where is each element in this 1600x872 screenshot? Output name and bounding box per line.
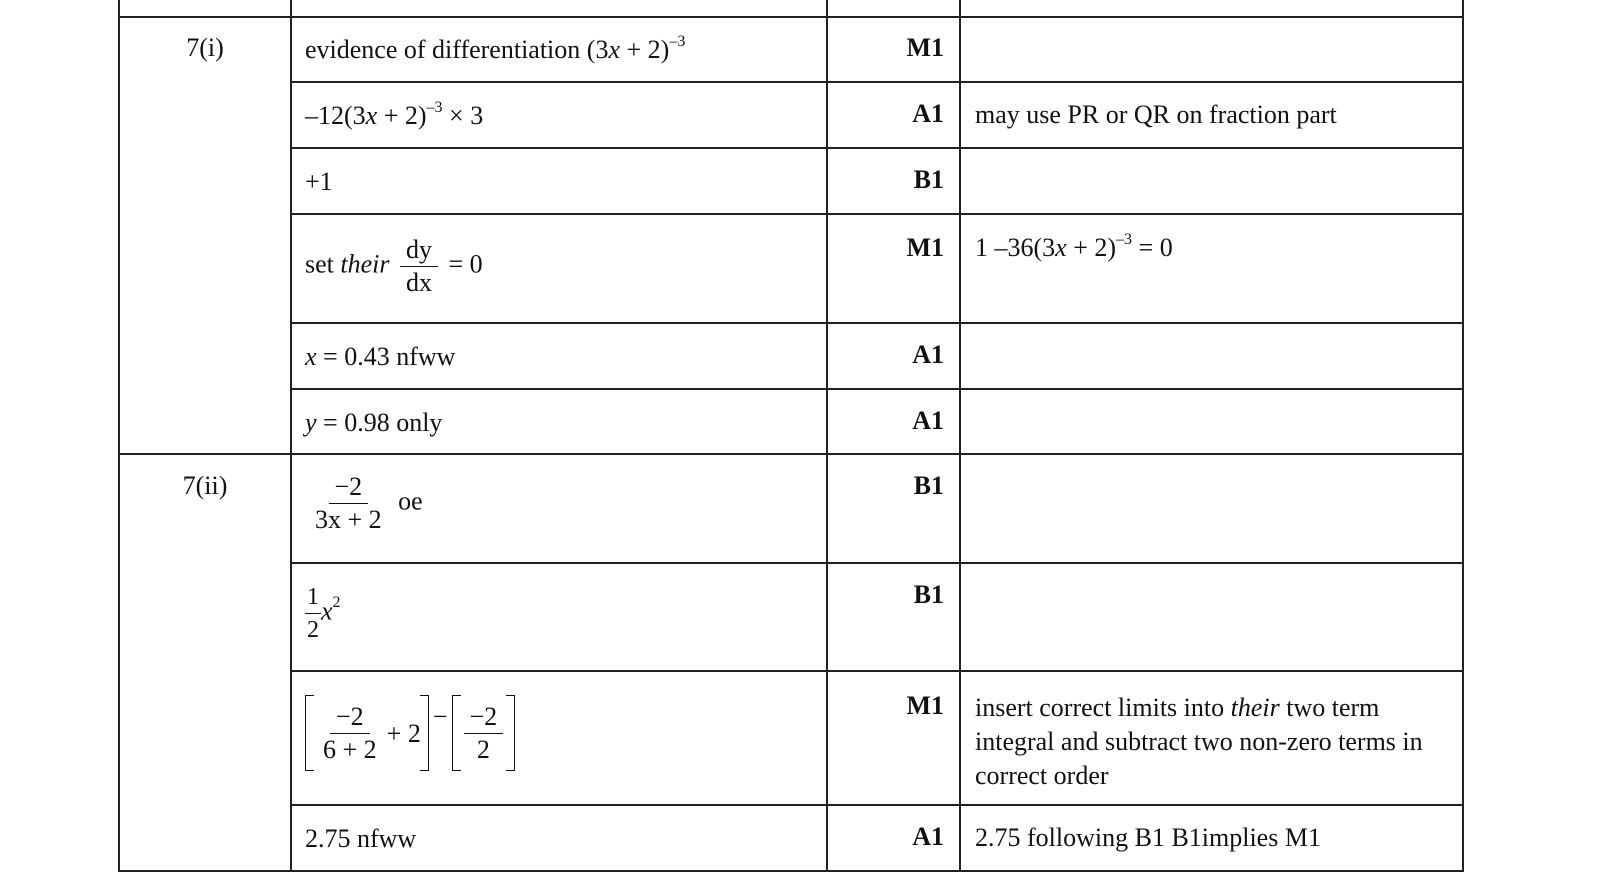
mark-cell: M1 (906, 33, 944, 62)
mark-cell: A1 (912, 340, 944, 369)
row-divider (118, 16, 1463, 18)
derivative-fraction: $\frac{dy}{dx}$ (400, 236, 438, 297)
row-divider (290, 322, 1463, 324)
mark-cell: B1 (913, 471, 944, 500)
mark-cell: M1 (906, 691, 944, 720)
answer-cell: $-12(3x + 2)^{-3} \times 3$ (305, 99, 484, 130)
answer-fraction: $\frac{-2}{3x + 2}$ (315, 472, 382, 534)
guidance-cell: may use PR or QR on fraction part (975, 100, 1337, 129)
mark-cell: M1 (906, 233, 944, 262)
table-border-right (1462, 0, 1464, 872)
mark-cell: B1 (913, 580, 944, 609)
limit-fraction: $\frac{-2}{2}$ (464, 703, 504, 764)
answer-cell: $\frac{-2}{6 + 2}$ + 2 − $\frac{-2}{2}$ (305, 695, 515, 771)
question-label: 7(ii) (182, 471, 228, 500)
limit-bracket-upper: $\frac{-2}{6 + 2}$ + 2 (305, 695, 429, 771)
mark-cell: B1 (913, 165, 944, 194)
mark-cell: A1 (912, 99, 944, 128)
row-divider (290, 213, 1463, 215)
half-fraction: $\frac{1}{2}$ (307, 584, 319, 643)
limit-bracket-lower (452, 695, 516, 771)
row-divider (290, 804, 1463, 806)
row-divider (290, 562, 1463, 564)
answer-cell: y = 0.98 only (305, 408, 443, 437)
table-divider-question (290, 0, 292, 872)
guidance-cell: insert correct limits into their two term integral and subtract two non-zero terms in correct order (975, 693, 1423, 790)
row-divider (290, 670, 1463, 672)
answer-cell: $\frac{1}{2}$ $x^2$ (307, 584, 341, 643)
answer-cell: evidence of differentiation $(3x + 2)^{-3}$ (305, 33, 686, 64)
row-divider (290, 81, 1463, 83)
answer-cell: $\frac{-2}{3x + 2}$ oe (305, 473, 423, 534)
table-divider-answer (826, 0, 828, 872)
row-divider (290, 147, 1463, 149)
guidance-cell: 1 $-36(3x + 2)^{-3} = 0$ (975, 231, 1173, 262)
question-label: 7(i) (186, 33, 224, 62)
mark-cell: A1 (912, 822, 944, 851)
guidance-cell: 2.75 following B1 B1implies M1 (975, 823, 1321, 852)
answer-cell: x = 0.43 nfww (305, 342, 456, 371)
table-divider-marks (959, 0, 961, 872)
question-divider (118, 453, 1463, 455)
table-border-left (118, 0, 120, 872)
row-divider (290, 388, 1463, 390)
answer-cell: set their $\frac{dy}{dx}$ = 0 (305, 235, 483, 297)
answer-cell: +1 (305, 167, 333, 196)
answer-cell: 2.75 nfww (305, 824, 417, 853)
mark-cell: A1 (912, 406, 944, 435)
table-border-bottom (118, 870, 1463, 872)
limit-fraction: $\frac{-2}{6 + 2}$ (323, 701, 377, 764)
